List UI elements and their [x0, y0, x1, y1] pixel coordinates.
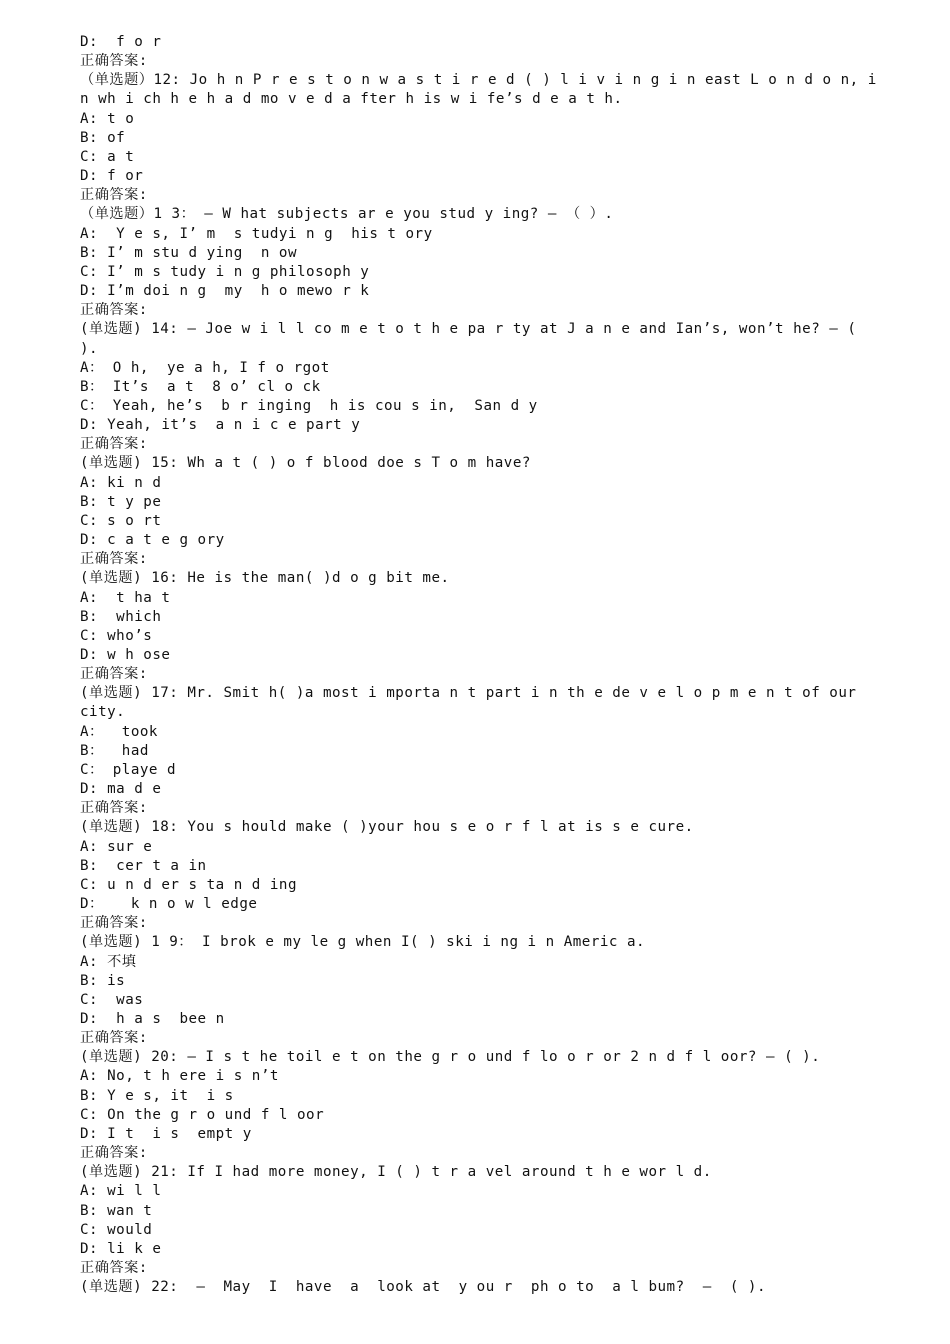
option-a: A: No, t h ere i s n’t	[80, 1068, 279, 1085]
option-a: A： O h, ye a h, I f o rgot	[80, 359, 330, 376]
option-b: B: is	[80, 972, 126, 989]
question-stem: (单选题) 15: Wh a t ( ) o f blood doe s T o m have?	[80, 455, 531, 472]
option-a: A: 不填	[80, 953, 137, 970]
option-d: D： k n o w l edge	[80, 896, 258, 913]
option-c: C： playe d	[80, 761, 177, 778]
option-b: B: which	[80, 608, 162, 625]
answer-label: 正确答案:	[80, 436, 148, 453]
option-b: B: cer t a in	[80, 857, 207, 874]
option-d: D: f or	[80, 168, 144, 185]
question-block	[80, 684, 880, 818]
answer-label: 正确答案:	[80, 800, 148, 817]
option-b: B: t y pe	[80, 493, 162, 510]
question-stem: (单选题) 17: Mr. Smit h( )a most i mporta n t part i n th e de v e l o p m e n t of our city.	[80, 685, 857, 721]
option-b: B: wan t	[80, 1202, 153, 1219]
option-c: C: was	[80, 991, 144, 1008]
question-block	[80, 454, 880, 569]
option-d: D: c a t e g ory	[80, 532, 225, 549]
question-block	[80, 569, 880, 684]
option-d: D: I t i s empt y	[80, 1125, 252, 1142]
option-d: D: w h ose	[80, 647, 171, 663]
option-a: A: ki n d	[80, 474, 162, 491]
option-c: C: s o rt	[80, 512, 162, 529]
option-d: D: h a s bee n	[80, 1010, 225, 1027]
option-a: A: wi l l	[80, 1183, 162, 1200]
question-stem: (单选题) 20: – I s t he toil e t on the g r o und f lo o r or 2 n d f l oor? – ( ).	[80, 1049, 821, 1066]
answer-label: 正确答案:	[80, 187, 148, 204]
question-block	[80, 205, 880, 320]
answer-label: 正确答案:	[80, 915, 148, 932]
question-stem: (单选题) 16: He is the man( )d o g bit me.	[80, 570, 450, 587]
option-b: B: of	[80, 129, 126, 146]
option-c: C: I’ m s tudy i n g philosoph y	[80, 263, 370, 280]
option-d: D: I’m doi n g my h o mewo r k	[80, 283, 370, 300]
question-block	[80, 71, 880, 205]
question-block	[80, 1163, 880, 1278]
option-b: B: Y e s, it i s	[80, 1087, 234, 1104]
answer-label: 正确答案:	[80, 666, 148, 683]
option-a: A： took	[80, 723, 158, 740]
question-stem: （单选题）12: Jo h n P r e s t o n w a s t i r e d ( ) l i v i n g i n east L o n d o n, i n wh i ch h e h a d mo v e d a fter h is w i fe’s d e a t h.	[80, 72, 877, 108]
option-c: C: On the g r o und f l oor	[80, 1106, 325, 1123]
option-c: C: who’s	[80, 627, 153, 644]
question-block	[80, 1048, 880, 1163]
option-d: D: li k e	[80, 1240, 162, 1257]
option-a: A: t ha t	[80, 589, 171, 606]
option-c: C： Yeah, he’s b r inging h is cou s in, San d y	[80, 397, 538, 414]
answer-label: 正确答案:	[80, 551, 148, 568]
question-block	[80, 933, 880, 1048]
answer-label: 正确答案:	[80, 302, 148, 319]
option-b: B: I’ m stu d ying n ow	[80, 244, 297, 261]
option-d: D: ma d e	[80, 781, 162, 798]
questions-container	[80, 71, 880, 1278]
question-block	[80, 320, 880, 454]
question-stem: (单选题) 18: You s hould make ( )your hou s e o r f l at is s e cure.	[80, 819, 694, 836]
option-a: A: Y e s, I’ m s tudyi n g his t ory	[80, 225, 433, 242]
option-a: A: t o	[80, 110, 135, 127]
question-stem: (单选题) 22: – May I have a look at y ou r ph o to a l bum? – ( ).	[80, 1279, 767, 1296]
question-stem: (单选题) 14: – Joe w i l l co m e t o t h e pa r ty at J a n e and Ian’s, won’t he? – ( ).	[80, 321, 857, 357]
answer-label: 正确答案:	[80, 1030, 148, 1047]
option-a: A: sur e	[80, 838, 153, 855]
option-c: C: would	[80, 1221, 153, 1238]
answer-label: 正确答案:	[80, 53, 148, 70]
answer-label: 正确答案:	[80, 1145, 148, 1162]
option-b: B： had	[80, 742, 149, 759]
question-list	[80, 33, 880, 1297]
question-stem: （单选题）1 3： – W hat subjects ar e you stud y ing? – （ ）.	[80, 206, 614, 223]
option-d: D: Yeah, it’s a n i c e part y	[80, 417, 361, 434]
option-c: C: u n d er s ta n d ing	[80, 876, 297, 893]
question-block	[80, 818, 880, 933]
answer-label: 正确答案:	[80, 1260, 148, 1276]
question-stem: (单选题) 21: If I had more money, I ( ) t r a vel around t h e wor l d.	[80, 1164, 712, 1181]
option-c: C: a t	[80, 148, 135, 165]
question-stem: (单选题) 1 9： I brok e my le g when I( ) ski i ng i n Americ a.	[80, 934, 646, 951]
option-b: B： It’s a t 8 o’ cl o ck	[80, 378, 321, 395]
option-d: D: f o r	[80, 34, 162, 50]
